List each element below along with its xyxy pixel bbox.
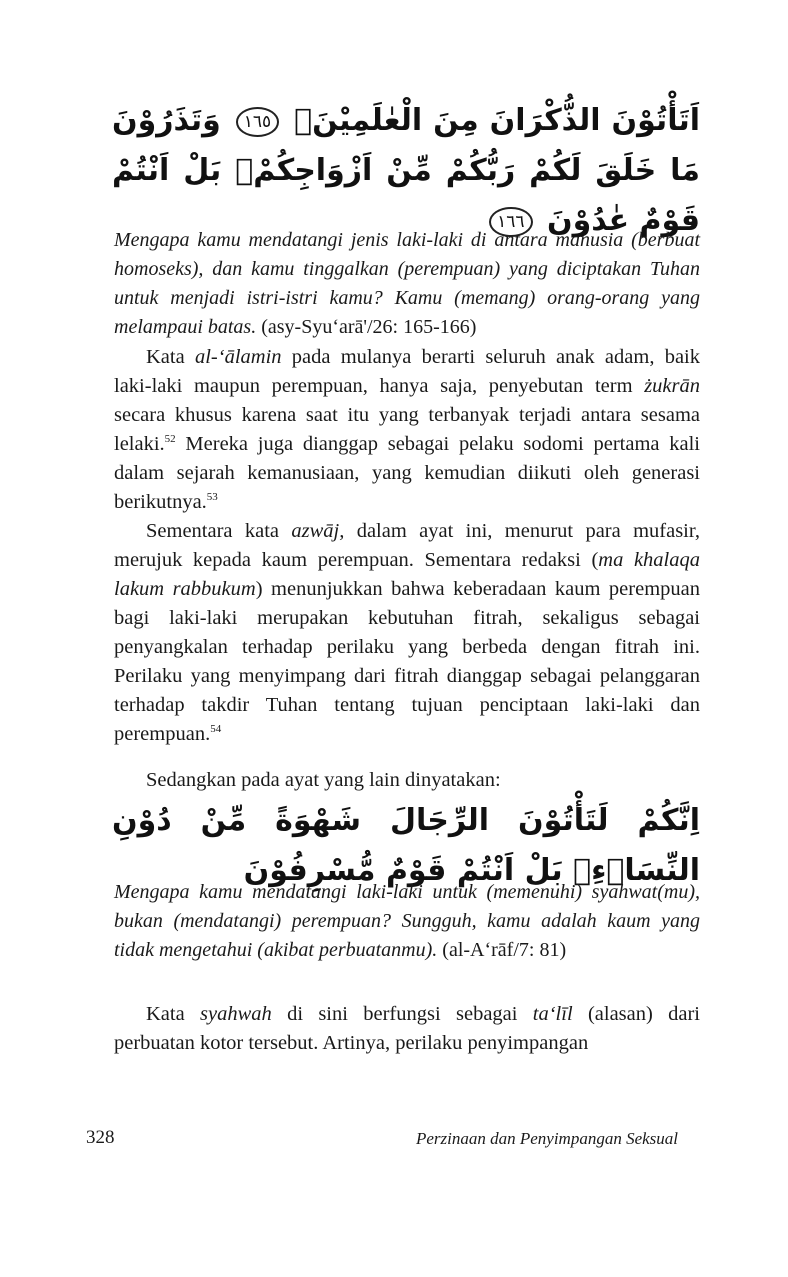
para-1-text: pada mulanya berarti seluruh anak adam, baik laki-laki maupun perempuan, hanya saja, penyebutan term xyxy=(114,346,700,397)
translation-1-reference: (asy-Syu‘arā'/26: 165-166) xyxy=(256,316,477,338)
para-3-text: Sedangkan pada ayat yang lain dinyatakan: xyxy=(146,769,501,791)
verse-1-arabic-text: اَتَأْتُوْنَ الذُّكْرَانَ مِنَ الْعٰلَمِيْنَۙ xyxy=(294,103,701,138)
term-ma-khalaqa: ma khalaqa lakum rabbukum xyxy=(114,549,701,600)
translation-2-text: Mengapa kamu mendatangi laki-laki untuk (memenuhi) syahwat(mu), bukan (mendatangi) perempuan? Sungguh, kamu adalah kaum yang tidak mengetahui (akibat perbuatanmu). xyxy=(114,881,700,961)
para-4-text: Kata xyxy=(146,1003,201,1025)
para-2-text: Sementara kata xyxy=(146,520,292,542)
para-1-text: Mereka juga dianggap sebagai pelaku sodomi pertama kali dalam sejarah kemanusiaan, yang kemudian diikuti oleh generasi berikutnya. xyxy=(114,433,700,513)
page-number: 328 xyxy=(86,1127,115,1148)
para-1-text: secara khusus karena saat itu yang terbanyak terjadi antara sesama lelaki. xyxy=(114,404,700,455)
ayah-number-mark-165: ١٦٥ xyxy=(236,107,279,137)
paragraph-syahwah xyxy=(114,1000,700,1058)
term-zukran: żukrān xyxy=(644,375,700,397)
running-title: Perzinaan dan Penyimpangan Seksual xyxy=(415,1129,678,1148)
para-4-text: di sini berfungsi sebagai xyxy=(271,1003,533,1025)
para-1-text: Kata xyxy=(146,346,195,368)
paragraph-alamin xyxy=(114,343,700,517)
para-2-text: dalam ayat ini, menurut para mufasir, merujuk kepada kaum perempuan. Sementara redaksi ( xyxy=(114,520,700,571)
para-4-text: (alasan) dari perbuatan kotor tersebut. Artinya, perilaku penyimpangan xyxy=(114,1003,701,1054)
quran-verse-1 xyxy=(112,96,700,246)
translation-2-reference: (al-A‘rāf/7: 81) xyxy=(437,939,567,961)
term-syahwah: syahwah xyxy=(200,1003,272,1025)
para-2-text: ) menunjukkan bahwa keberadaan kaum perempuan bagi laki-laki merupakan kebutuhan fitrah, sekaligus sebagai penyangkalan terhadap perilaku yang berbeda dengan fitrah ini. Perilaku yang menyimpang dari fitrah dianggap sebagai pelanggaran terhadap takdir Tuhan tentang tujuan penciptaan laki-laki dan perempuan. xyxy=(114,578,700,745)
term-azwaj: azwāj, xyxy=(291,520,345,542)
verse-2-arabic-text: اِنَّكُمْ لَتَأْتُوْنَ الرِّجَالَ شَهْوَةً مِّنْ دُوْنِ النِّسَاۤءِۗ بَلْ اَنْتُمْ قَوْمٌ مُّسْرِفُوْنَ xyxy=(112,803,700,888)
paragraph-azwaj xyxy=(114,517,700,749)
verse-2-translation xyxy=(114,878,700,965)
footnote-ref-52: 52 xyxy=(164,433,176,445)
footnote-ref-53: 53 xyxy=(206,491,218,503)
ayah-number-mark-166: ١٦٦ xyxy=(489,207,532,237)
translation-1-text: Mengapa kamu mendatangi jenis laki-laki di antara manusia (berbuat homoseks), dan kamu tinggalkan (perempuan) yang diciptakan Tuhan untuk menjadi istri-istri kamu? Kamu (memang) orang-orang yang melampaui batas. xyxy=(114,229,700,338)
paragraph-intro-verse-2 xyxy=(114,766,700,795)
verse-1-arabic-text-b: وَتَذَرُوْنَ مَا خَلَقَ لَكُمْ رَبُّكُمْ مِّنْ اَزْوَاجِكُمْۗ بَلْ اَنْتُمْ قَوْمٌ عٰدُوْنَ xyxy=(112,103,700,238)
verse-1-translation xyxy=(114,226,700,342)
term-talil: ta‘līl xyxy=(532,1003,573,1025)
term-al-alamin: al-‘ālamin xyxy=(194,346,282,368)
footnote-ref-54: 54 xyxy=(210,723,222,735)
